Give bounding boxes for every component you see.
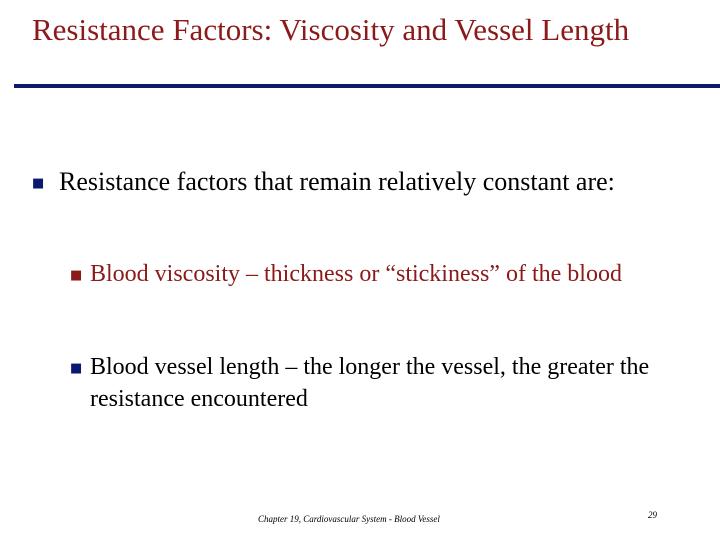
bullet-text: Resistance factors that remain relatively constant are:	[59, 167, 615, 196]
title-underline	[14, 84, 720, 88]
sub-bullet-item-viscosity	[70, 258, 685, 292]
bullet-item	[32, 165, 682, 201]
slide-footer: Chapter 19, Cardiovascular System - Blood Vessel	[258, 514, 440, 524]
square-bullet-icon: ■	[32, 176, 45, 191]
sub-bullet-text: Blood vessel length – the longer the vessel, the greater the resistance encountered	[90, 354, 650, 412]
slide-title: Resistance Factors: Viscosity and Vessel Length	[32, 12, 630, 47]
square-bullet-icon: ■	[70, 361, 83, 376]
sub-bullet-item-vessel-length	[70, 351, 685, 415]
page-number: 29	[648, 510, 657, 520]
sub-bullet-text: Blood viscosity – thickness or “stickiness” of the blood	[90, 261, 622, 287]
square-bullet-icon: ■	[70, 268, 83, 283]
